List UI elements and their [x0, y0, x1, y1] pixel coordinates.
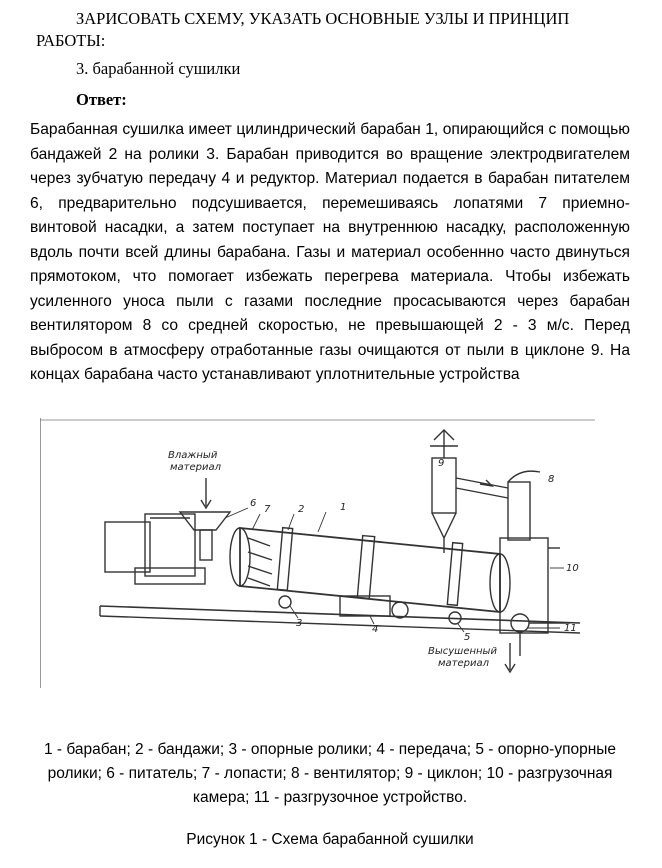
label-3: 3 — [296, 618, 303, 629]
label-5: 5 — [464, 632, 471, 643]
label-9: 9 — [438, 458, 445, 469]
subtask-label: 3. барабанной сушилки — [76, 59, 241, 78]
label-8: 8 — [548, 474, 555, 485]
wet-material-label-line1: Влажный — [168, 450, 218, 461]
figure-legend: 1 - барабан; 2 - бандажи; 3 - опорные ролики; 4 - передача; 5 - опорно-упорные ролики; 6 - питатель; 7 - лопасти; 8 - вентилятор; 9 - циклон; 10 - разгрузочная камера; 11 - разгрузочное устройство. — [43, 741, 617, 806]
label-7: 7 — [264, 504, 271, 515]
label-6: 6 — [250, 498, 257, 509]
label-2: 2 — [298, 504, 305, 515]
dry-material-label-line2: материал — [438, 658, 490, 669]
task-title: ЗАРИСОВАТЬ СХЕМУ, УКАЗАТЬ ОСНОВНЫЕ УЗЛЫ И ПРИНЦИП РАБОТЫ: — [36, 9, 570, 50]
answer-body-text: Барабанная сушилка имеет цилиндрический барабан 1, опирающийся с помощью бандажей 2 на ролики 3. Барабан приводится во вращение электродвигателем через зубчатую передачу 4 и редуктор. Материал подается в барабан питателем 6, предварительно подсушивается, перемешиваясь лопатями 7 приемно-винтовой насадки, а затем поступает на внутреннюю насадку, расположенную вдоль почти всей длины барабана. Газы и материал особеннно часто двинуться прямотоком, что помогает избежать перегрева материала. Чтобы избежать усиленного уноса пыли с газами последние просасываются через барабан вентилятором 8 со средней скоростью, не превышающей 2 - 3 м/с. Перед выбросом в атмосферу отработанные газы очищаются от пыли в циклоне 9. На концах барабана часто устанавливают уплотнительные устройства — [30, 121, 630, 383]
label-10: 10 — [566, 563, 579, 574]
wet-material-label-line2: материал — [170, 462, 222, 473]
label-1: 1 — [340, 502, 347, 513]
label-4: 4 — [372, 624, 379, 635]
drum-dryer-diagram — [40, 418, 600, 718]
label-11: 11 — [564, 623, 577, 634]
figure-title: Рисунок 1 - Схема барабанной сушилки — [186, 831, 474, 848]
dry-material-label-line1: Высушенный — [428, 646, 497, 657]
answer-label: Ответ: — [76, 90, 127, 109]
